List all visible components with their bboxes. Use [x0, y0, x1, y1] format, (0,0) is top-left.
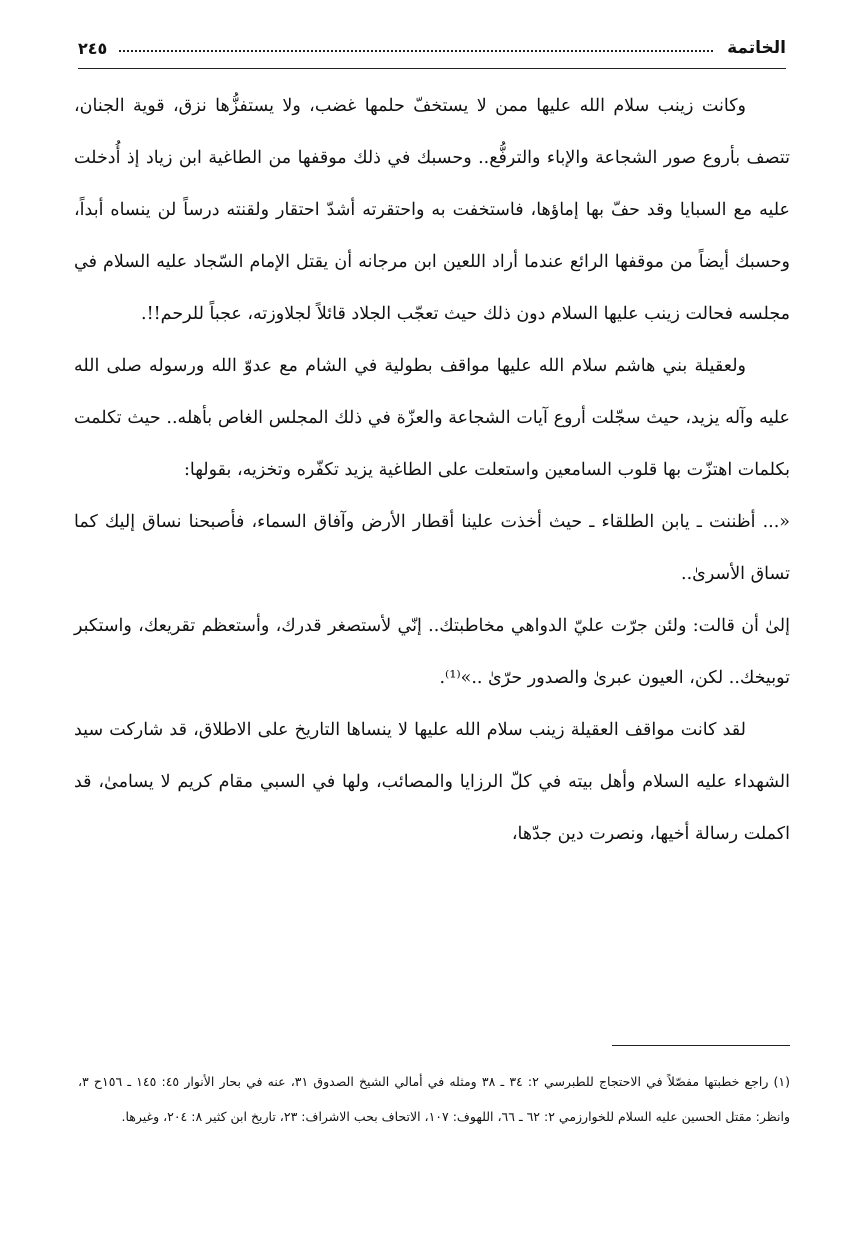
paragraph: ولعقيلة بني هاشم سلام الله عليها مواقف بطولية في الشام مع عدوّ الله ورسوله صلى الله عليه وآله يزيد، حيث سجّلت أروع آيات الشجاعة والعزّة في ذلك المجلس الغاص بأهله.. حيث تكلمت بكلمات اهتزّت بها قلوب السامعين واستعلت على الطاغية يزيد تكفّره وتخزيه، بقولها: [74, 356, 790, 480]
paragraph: وكانت زينب سلام الله عليها ممن لا يستخفّ حلمها غضب، ولا يستفزُّها نزق، قوية الجنان، تتصف بأروع صور الشجاعة والإباء والترفُّع.. وحسبك في ذلك موقفها من الطاغية ابن زياد إذ أُدخلت عليه مع السبايا وقد حفّ بها إماؤها، فاستخفت به واحتقرته أشدّ احتقار ولقنته درساً لن ينساه أبداً، وحسبك أيضاً من موقفها الرائع عندما أراد اللعين ابن مرجانه أن يقتل الإمام السّجاد عليه السلام في مجلسه فحالت زينب عليها السلام دون ذلك حيث تعجّب الجلاد قائلاً لجلاوزته، عجباً للرحم!!. [74, 96, 790, 324]
main-text [74, 80, 790, 860]
footnotes [78, 1064, 790, 1134]
paragraph: لقد كانت مواقف العقيلة زينب سلام الله عليها لا ينساها التاريخ على الاطلاق، قد شاركت سيد الشهداء عليه السلام وأهل بيته في كلّ الرزايا والمصائب، ولها في السبي مقام كريم لا يسامىٰ، قد اكملت رسالة أخيها، ونصرت دين جدّها، [74, 720, 790, 844]
chapter-title: الخاتمة [727, 38, 786, 58]
quotation: إلىٰ أن قالت: ولئن جرّت عليّ الدواهي مخاطبتك.. إنّي لأستصغر قدرك، وأستعظم تقريعك، واستكبر توبيخك.. لكن، العيون عبرىٰ والصدور حرّىٰ ..»⁽¹⁾. [74, 616, 790, 688]
running-header [78, 30, 786, 66]
header-leader-dots [119, 50, 713, 52]
quotation: «... أظننت ـ يابن الطلقاء ـ حيث أخذت علينا أقطار الأرض وآفاق السماء، فأصبحنا نساق إليك كما تساق الأسرىٰ.. [74, 512, 790, 584]
page-number: ٢٤٥ [78, 38, 108, 58]
header-divider [78, 68, 786, 69]
footnote-divider [612, 1045, 790, 1046]
footnote: (١) راجع خطبتها مفصّلاً في الاحتجاج للطبرسي ٢: ٣٤ ـ ٣٨ ومثله في أمالي الشيخ الصدوق ٣١، عنه في بحار الأنوار ٤٥: ١٤٥ ـ ١٥٦ح ٣، وانظر: مقتل الحسين عليه السلام للخوارزمي ٢: ٦٢ ـ ٦٦، اللهوف: ١٠٧، الاتحاف بحب الاشراف: ٢٣، تاريخ ابن كثير ٨: ٢٠٤، وغيرها. [78, 1074, 791, 1124]
